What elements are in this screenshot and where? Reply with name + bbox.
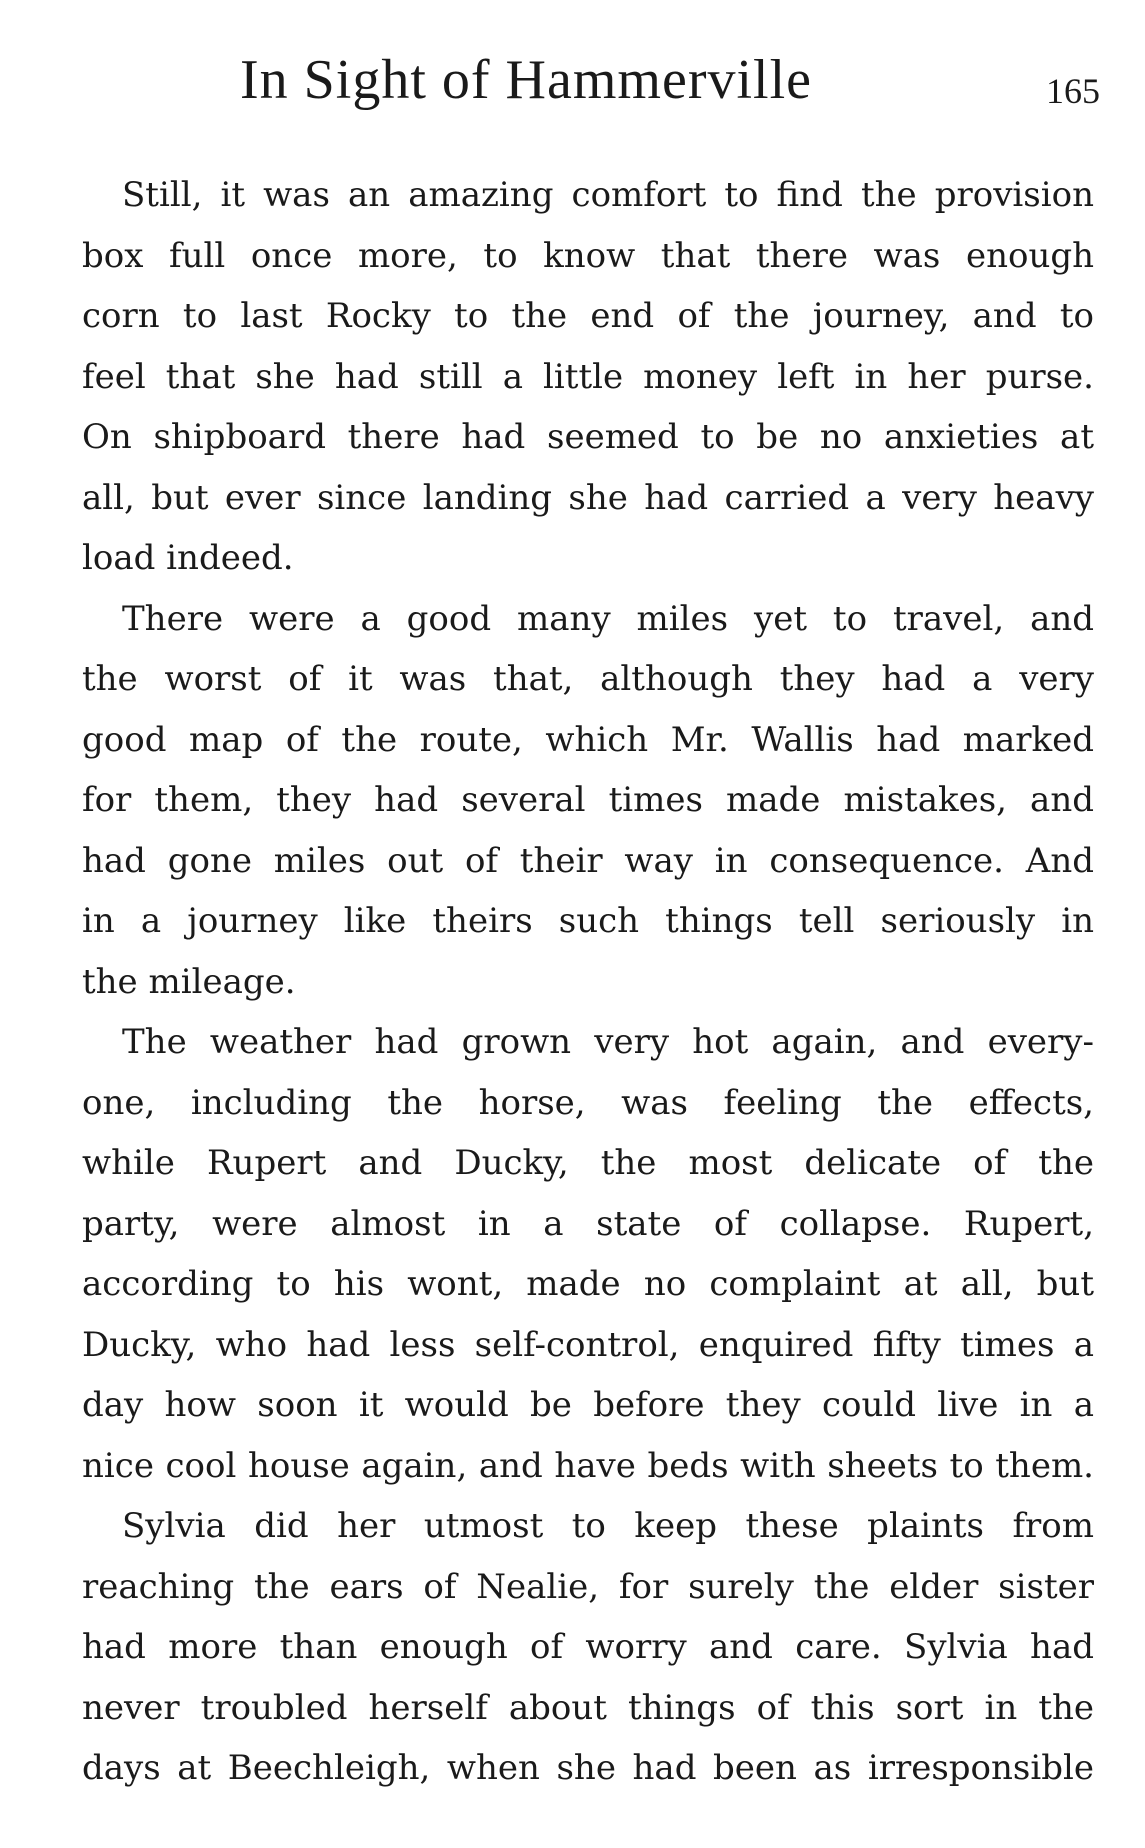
text-line: The weather had grown very hot again, and every-	[122, 1022, 1094, 1062]
text-line: party, were almost in a state of collapse. Rupert,	[82, 1203, 1094, 1244]
text-line: one, including the horse, was feeling the effects,	[82, 1082, 1094, 1123]
text-line: in a journey like theirs such things tell seriously in	[82, 901, 1094, 941]
text-line: according to his wont, made no complaint at all, but	[82, 1264, 1094, 1304]
text-line: Still, it was an amazing comfort to find the provision	[122, 175, 1094, 215]
paragraph-1	[82, 165, 1094, 589]
text-line: Sylvia did her utmost to keep these plaints from	[122, 1506, 1094, 1546]
text-line: load indeed.	[82, 538, 294, 578]
text-line: On shipboard there had seemed to be no anxieties at	[82, 417, 1094, 457]
text-line: Ducky, who had less self-control, enquired fifty times a	[82, 1324, 1094, 1365]
page-header	[240, 48, 1100, 128]
text-line: reaching the ears of Nealie, for surely the elder sister	[82, 1566, 1094, 1607]
running-title: In Sight of Hammerville	[240, 49, 813, 111]
text-line: day how soon it would be before they could live in a	[82, 1385, 1094, 1425]
body-text	[82, 165, 1094, 1799]
text-line: nice cool house again, and have beds with sheets to them.	[82, 1445, 1094, 1486]
text-line: the mileage.	[82, 961, 296, 1002]
text-line: all, but ever since landing she had carried a very heavy	[82, 477, 1094, 518]
page-number: 165	[1046, 71, 1100, 111]
text-line: for them, they had several times made mistakes, and	[82, 780, 1094, 820]
text-line: feel that she had still a little money left in her purse.	[82, 356, 1094, 397]
text-line: had gone miles out of their way in consequence. And	[82, 840, 1094, 881]
text-line: the worst of it was that, although they had a very	[82, 659, 1094, 699]
text-line: There were a good many miles yet to travel, and	[122, 598, 1094, 639]
paragraph-4	[82, 1496, 1094, 1799]
text-line: good map of the route, which Mr. Wallis had marked	[82, 719, 1094, 760]
text-line: had more than enough of worry and care. Sylvia had	[82, 1627, 1094, 1667]
text-line: corn to last Rocky to the end of the journey, and to	[82, 296, 1094, 336]
text-line: box full once more, to know that there was enough	[82, 235, 1094, 276]
text-line: days at Beechleigh, when she had been as irresponsible	[82, 1748, 1094, 1788]
text-line: while Rupert and Ducky, the most delicate of the	[82, 1143, 1094, 1183]
text-line: never troubled herself about things of this sort in the	[82, 1687, 1094, 1728]
paragraph-2	[82, 589, 1094, 1013]
paragraph-3	[82, 1012, 1094, 1496]
